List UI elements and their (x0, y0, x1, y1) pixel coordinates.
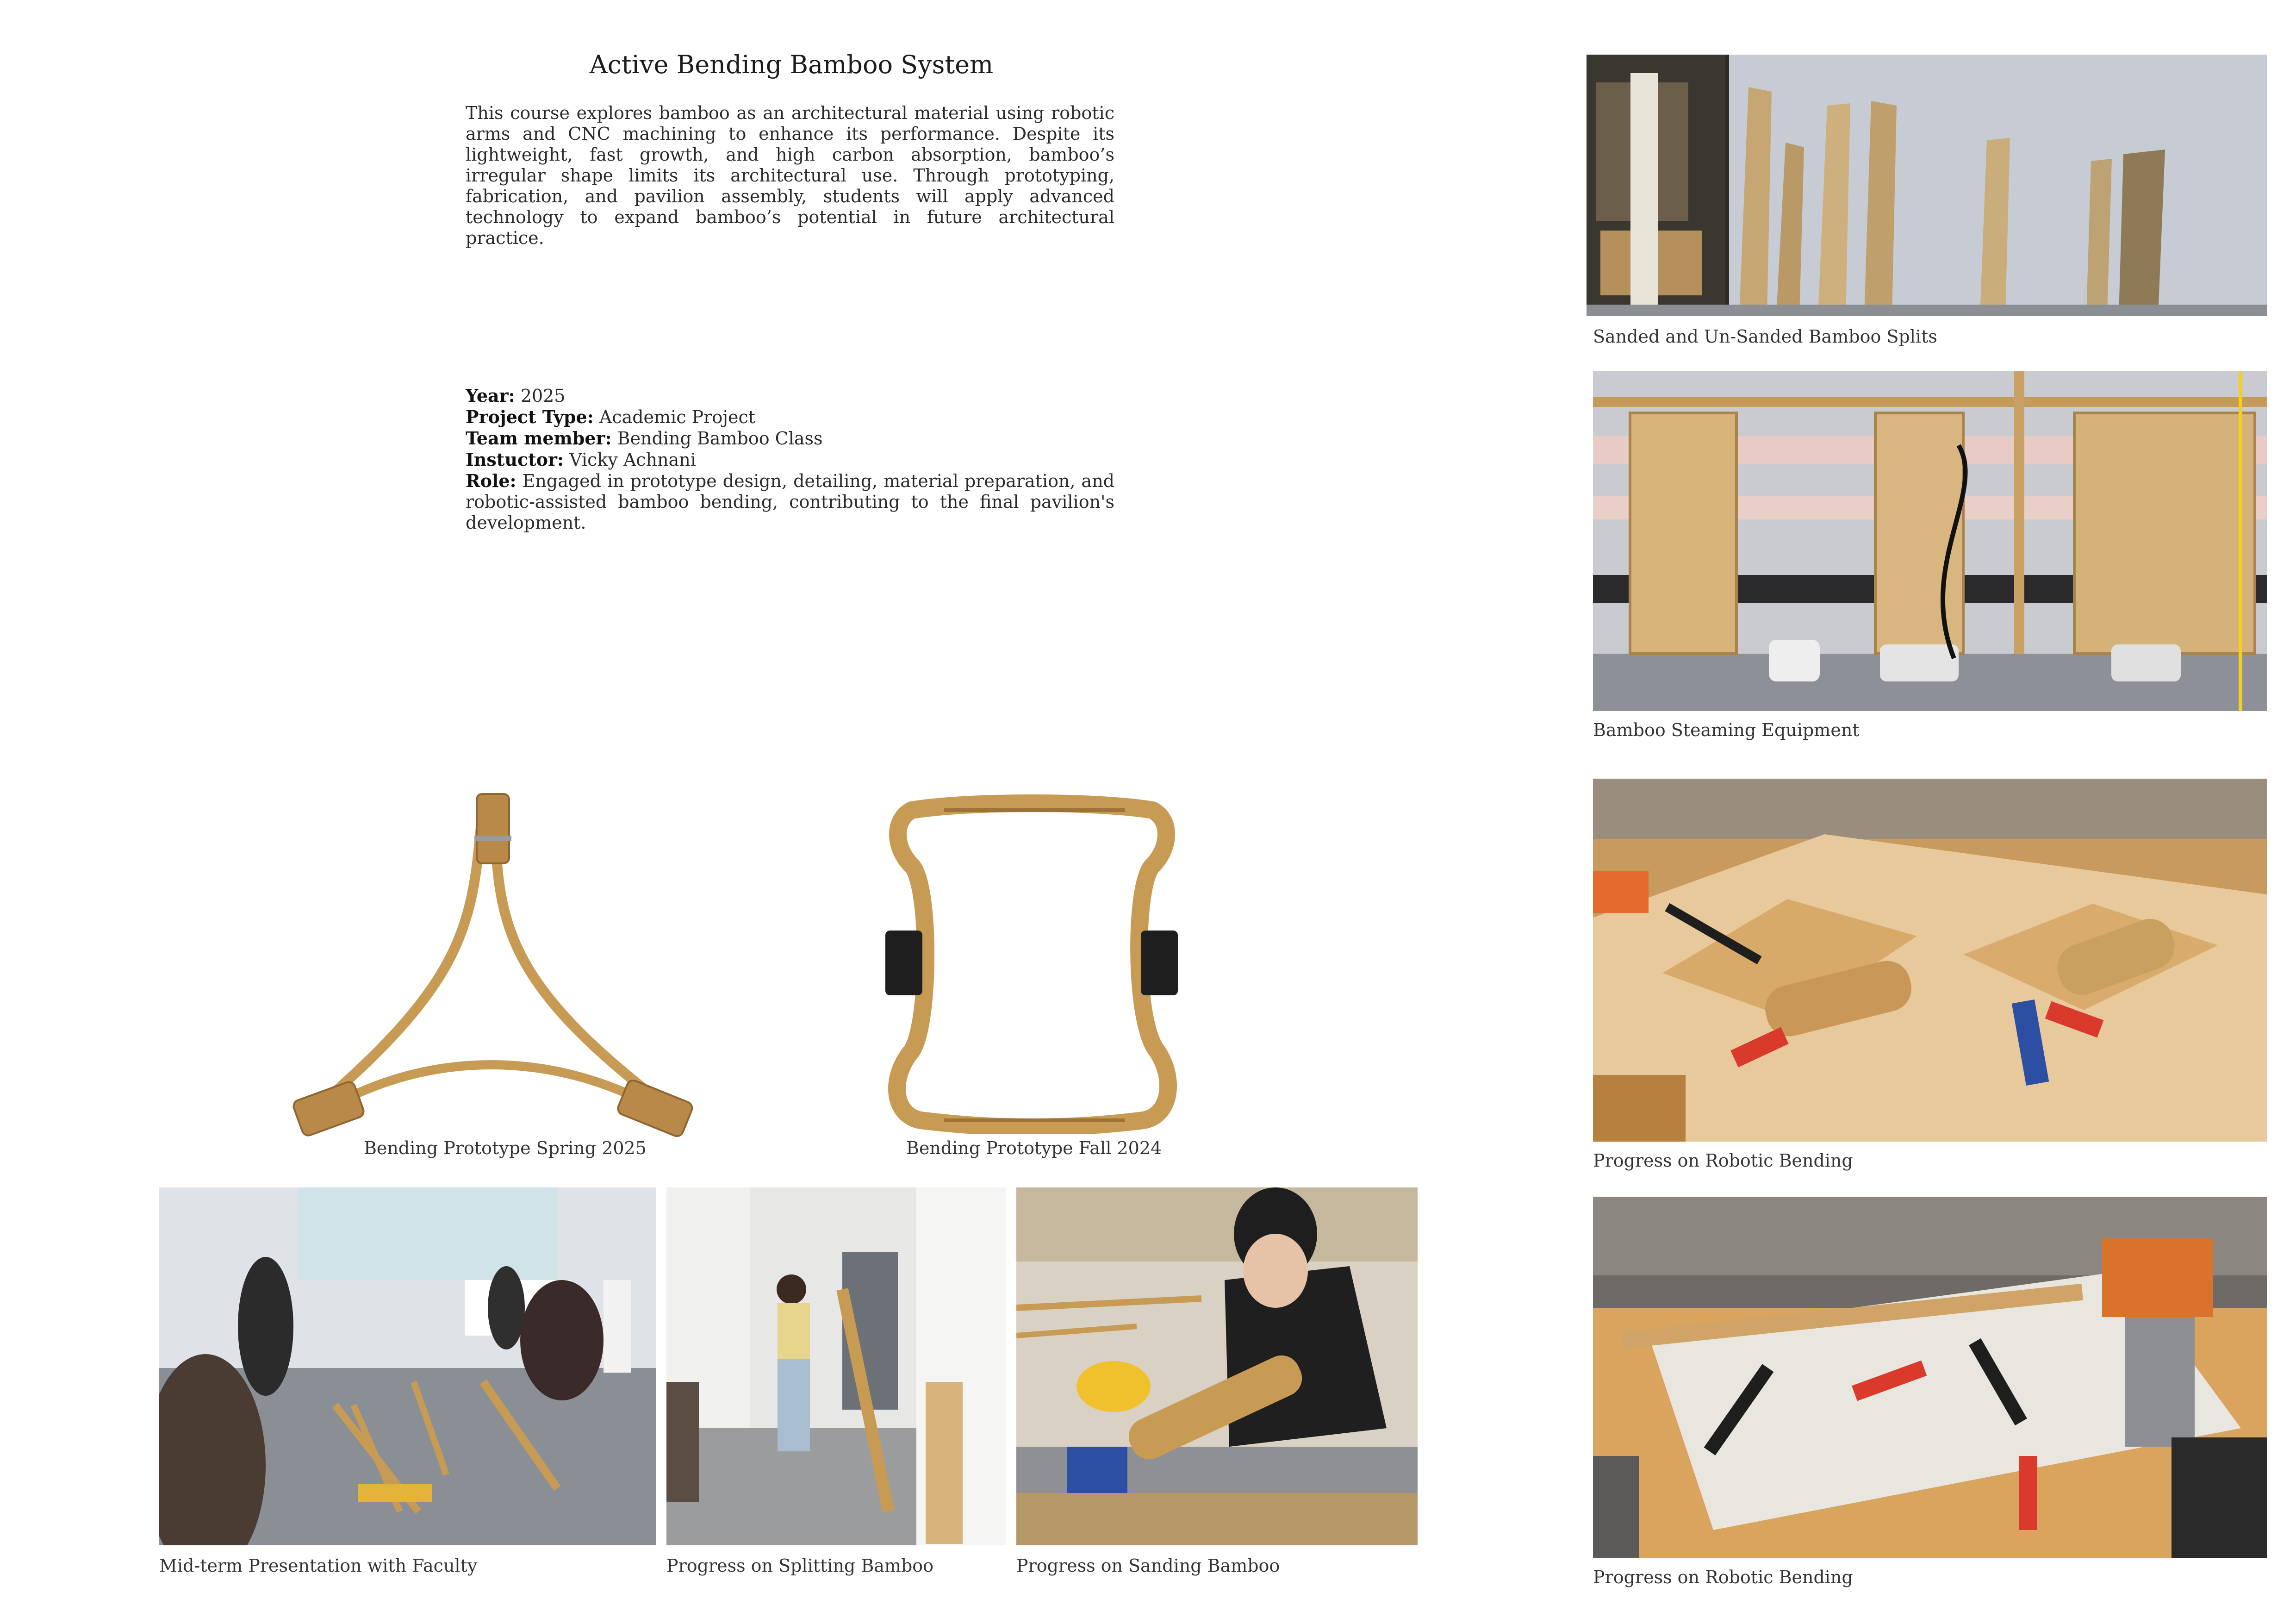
meta-instructor (466, 449, 1114, 470)
meta-team (466, 428, 1114, 449)
meta-instructor-value: Vicky Achnani (569, 450, 696, 470)
meta-instructor-label: Instuctor: (466, 449, 564, 470)
caption-robotic-bending-1: Progress on Robotic Bending (1593, 1150, 1853, 1171)
caption-splitting: Progress on Splitting Bamboo (666, 1555, 934, 1576)
meta-type-label: Project Type: (466, 406, 594, 427)
intro-paragraph: This course explores bamboo as an architectural material using robotic arms and CNC machining to enhance its performance. Despite its lightweight, fast growth, and high carbon absorption, bamboo’s irregular shape limits its architectural use. Through prototyping, fabrication, and pavilion assembly, students will apply advanced technology to expand bamboo’s potential in future architectural practice. (466, 103, 1114, 248)
meta-team-value: Bending Bamboo Class (617, 428, 823, 449)
meta-type-value: Academic Project (599, 407, 756, 427)
caption-prototype-fall: Bending Prototype Fall 2024 (906, 1138, 1162, 1158)
caption-bamboo-splits: Sanded and Un-Sanded Bamboo Splits (1593, 326, 1937, 347)
caption-prototype-spring: Bending Prototype Spring 2025 (364, 1138, 647, 1158)
photo-splitting-bamboo (666, 1187, 1006, 1545)
page-title: Active Bending Bamboo System (589, 50, 994, 79)
photo-sanding-bamboo (1016, 1187, 1418, 1545)
photo-robotic-bending-1 (1593, 779, 2267, 1142)
project-meta (466, 385, 1114, 533)
caption-robotic-bending-2: Progress on Robotic Bending (1593, 1567, 1853, 1587)
caption-steaming-equipment: Bamboo Steaming Equipment (1593, 720, 1860, 740)
prototype-spring-2025 (287, 789, 694, 1141)
prototype-fall-2024 (875, 792, 1189, 1134)
meta-year-label: Year: (466, 385, 515, 406)
meta-team-label: Team member: (466, 428, 612, 449)
meta-role-value: Engaged in prototype design, detailing, material preparation, and robotic-assisted bamboo bending, contributing to the final pavilion's development. (466, 471, 1114, 533)
photo-robotic-bending-2 (1593, 1197, 2267, 1558)
meta-role (466, 470, 1114, 533)
meta-year (466, 385, 1114, 406)
meta-role-label: Role: (466, 470, 516, 491)
meta-type (466, 406, 1114, 428)
photo-midterm-presentation (159, 1187, 656, 1545)
caption-sanding: Progress on Sanding Bamboo (1016, 1555, 1280, 1576)
photo-steaming-equipment (1593, 371, 2267, 711)
meta-year-value: 2025 (520, 386, 566, 406)
caption-midterm: Mid-term Presentation with Faculty (159, 1555, 478, 1576)
photo-bamboo-splits (1587, 55, 2267, 316)
